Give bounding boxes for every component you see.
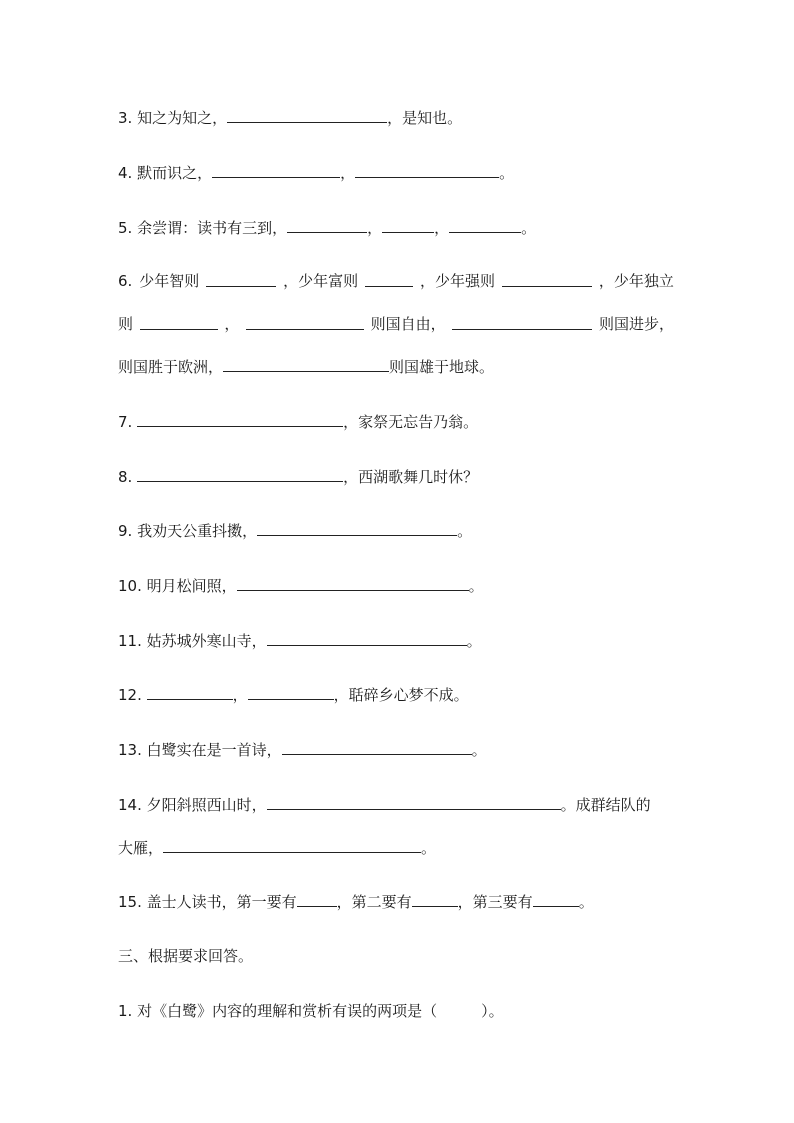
question-text: 盖士人读书，第一要有: [146, 893, 297, 911]
answer-blank[interactable]: [257, 520, 457, 536]
answer-blank[interactable]: [412, 891, 458, 907]
question-4: [118, 162, 514, 183]
question-text: ，少年强则: [420, 272, 496, 290]
answer-blank[interactable]: [147, 684, 233, 700]
question-text: 明月松间照，: [146, 577, 237, 595]
question-text: 夕阳斜照西山时，: [146, 796, 267, 814]
question-text: 对《白鹭》内容的理解和赏析有误的两项是（: [137, 1002, 438, 1020]
question-number: 4.: [118, 164, 133, 182]
question-number: 12.: [118, 686, 142, 704]
answer-blank[interactable]: [449, 217, 521, 233]
question-13: [118, 739, 487, 760]
question-text: 。: [499, 164, 515, 182]
answer-blank[interactable]: [502, 271, 592, 287]
question-text: 则: [118, 315, 134, 333]
question-text: ，少年富则: [283, 272, 359, 290]
question-number: 15.: [118, 893, 142, 911]
answer-blank[interactable]: [237, 575, 469, 591]
question-number: 7.: [118, 413, 133, 431]
answer-blank[interactable]: [163, 837, 421, 853]
question-text: 。: [457, 522, 473, 540]
question-number: 13.: [118, 741, 142, 759]
question-text: ，: [367, 219, 383, 237]
question-text: ）。: [481, 1002, 504, 1020]
question-text: ，聒碎乡心梦不成。: [333, 686, 469, 704]
question-text: 大雁，: [118, 839, 164, 857]
section-heading: 三、根据要求回答。: [118, 947, 254, 965]
answer-blank[interactable]: [267, 794, 561, 810]
question-text: 。: [466, 632, 482, 650]
question-text: ，: [340, 164, 356, 182]
question-text: 。: [471, 741, 487, 759]
answer-blank[interactable]: [355, 162, 499, 178]
question-12: [118, 684, 469, 705]
question-6-line-2: [118, 314, 674, 334]
question-text: 我劝天公重抖擞，: [137, 522, 258, 540]
answer-blank[interactable]: [533, 891, 579, 907]
answer-blank[interactable]: [382, 217, 434, 233]
answer-blank[interactable]: [206, 271, 276, 287]
question-text: ，是知也。: [387, 109, 463, 127]
answer-blank[interactable]: [267, 630, 467, 646]
question-7: [118, 411, 478, 432]
answer-blank[interactable]: [137, 466, 343, 482]
question-text: ，家祭无忘告乃翁。: [343, 413, 479, 431]
question-text: 则国胜于欧洲，: [118, 358, 224, 376]
section3-question-1: [118, 1001, 504, 1021]
question-number: 5.: [118, 219, 133, 237]
question-text: 姑苏城外寒山寺，: [146, 632, 267, 650]
answer-blank[interactable]: [246, 314, 364, 330]
answer-blank[interactable]: [223, 356, 389, 372]
answer-blank[interactable]: [365, 271, 413, 287]
question-6-line-1: [118, 271, 674, 291]
question-text: 白鹭实在是一首诗，: [146, 741, 282, 759]
question-text: 。: [468, 577, 484, 595]
question-text: ，: [232, 686, 248, 704]
question-text: 。: [421, 839, 437, 857]
answer-blank[interactable]: [227, 107, 387, 123]
question-15: [118, 891, 594, 912]
answer-blank[interactable]: [452, 314, 592, 330]
question-text: 余尝谓：读书有三到，: [137, 219, 288, 237]
question-number: 1.: [118, 1002, 133, 1020]
question-11: [118, 630, 482, 651]
answer-blank[interactable]: [297, 891, 337, 907]
question-text: 少年智则: [139, 272, 200, 290]
question-text: ，第二要有: [336, 893, 412, 911]
question-number: 9.: [118, 522, 133, 540]
question-10: [118, 575, 484, 596]
question-text: 。: [578, 893, 594, 911]
question-5: [118, 217, 536, 238]
question-text: ，西湖歌舞几时休？: [343, 468, 479, 486]
question-number: 6.: [118, 272, 133, 290]
question-number: 3.: [118, 109, 133, 127]
question-text: ，少年独立: [598, 272, 674, 290]
answer-blank[interactable]: [140, 314, 218, 330]
question-6-line-3: [118, 356, 494, 377]
question-number: 8.: [118, 468, 133, 486]
question-number: 11.: [118, 632, 142, 650]
question-text: ，第三要有: [457, 893, 533, 911]
answer-blank[interactable]: [282, 739, 472, 755]
question-text: 则国自由，: [370, 315, 446, 333]
answer-blank[interactable]: [137, 411, 343, 427]
question-9: [118, 520, 472, 541]
answer-blank[interactable]: [212, 162, 340, 178]
question-text: 。成群结队的: [560, 796, 651, 814]
question-text: ，: [434, 219, 450, 237]
question-text: 默而识之，: [137, 164, 213, 182]
question-3: [118, 107, 462, 128]
question-text: 则国进步，: [598, 315, 674, 333]
question-8: [118, 466, 478, 487]
answer-blank[interactable]: [248, 684, 334, 700]
question-14-line-1: [118, 794, 651, 815]
question-text: ，: [224, 315, 240, 333]
question-number: 10.: [118, 577, 142, 595]
question-14-line-2: [118, 837, 436, 858]
question-text: 知之为知之，: [137, 109, 228, 127]
question-text: 。: [521, 219, 537, 237]
answer-blank[interactable]: [287, 217, 367, 233]
question-text: 则国雄于地球。: [389, 358, 495, 376]
question-number: 14.: [118, 796, 142, 814]
